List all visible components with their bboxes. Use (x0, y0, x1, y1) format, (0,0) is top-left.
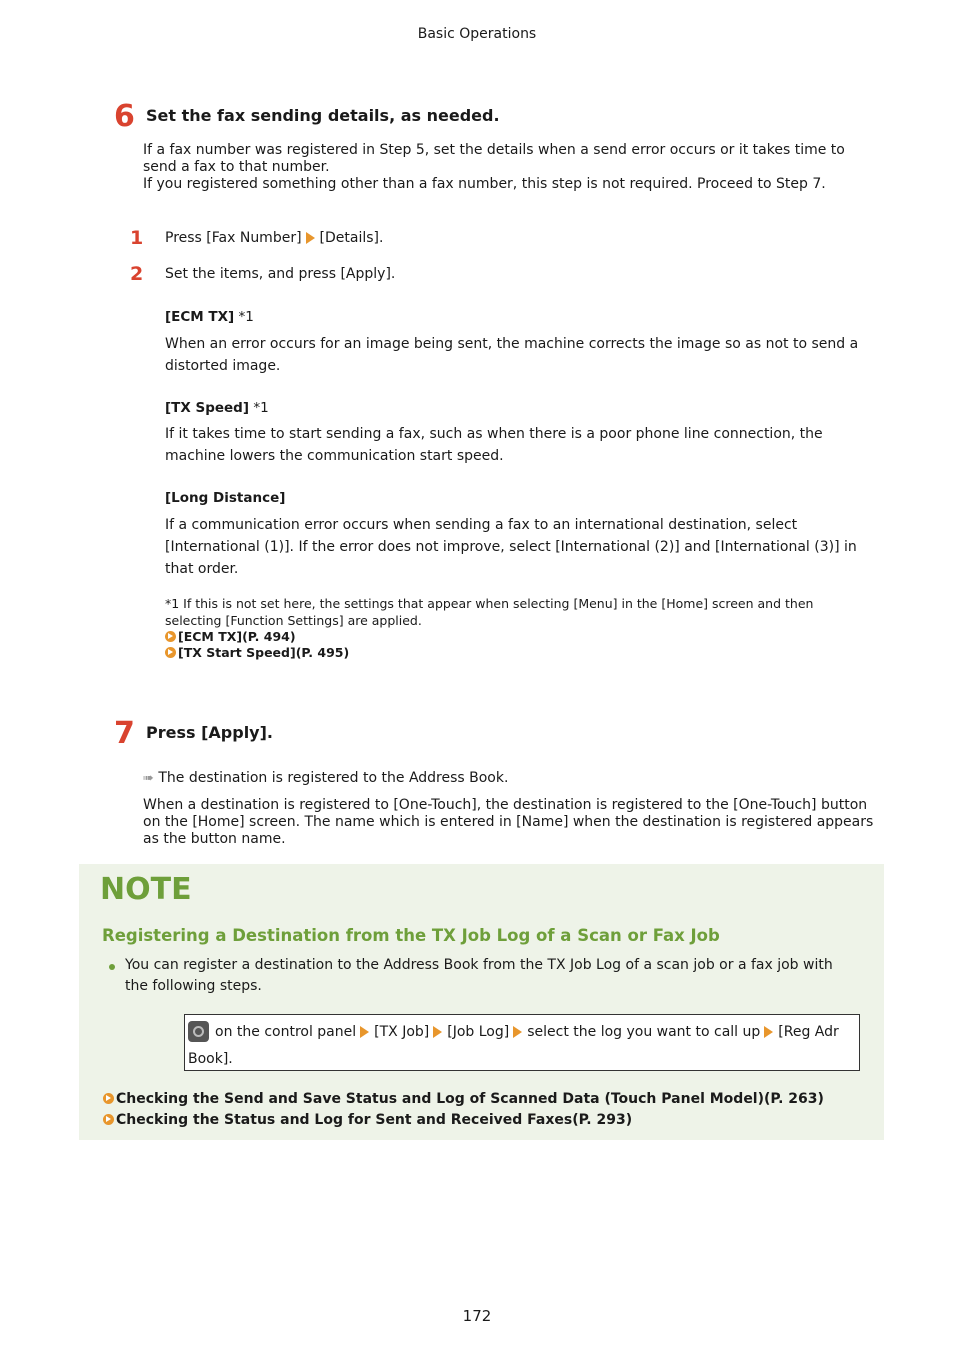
item-tx-speed-heading: [TX Speed] *1 (165, 400, 269, 416)
link-tx-start-speed[interactable]: [TX Start Speed](P. 495) (165, 645, 349, 661)
substep-1-number: 1 (130, 227, 144, 249)
triangle-arrow-icon (513, 1026, 522, 1038)
page-number: 172 (462, 1307, 492, 1325)
triangle-arrow-icon (360, 1026, 369, 1038)
step-6-para-2: If you registered something other than a fax number, this step is not required. Proceed to Step 7. (143, 176, 826, 192)
bullet-icon (109, 964, 115, 970)
step-7-number: 7 (114, 716, 135, 751)
step-7-title: Press [Apply]. (146, 723, 273, 742)
procedure-text: on the control panel [TX Job] [Job Log] select the log you want to call up [Reg Adr Book]. (188, 1019, 848, 1073)
triangle-arrow-icon (433, 1026, 442, 1038)
substep-2-text: Set the items, and press [Apply]. (165, 266, 396, 282)
page-header: Basic Operations (417, 26, 537, 42)
link-fax-status[interactable]: Checking the Status and Log for Sent and Received Faxes(P. 293) (103, 1111, 632, 1129)
footnote: *1 If this is not set here, the settings that appear when selecting [Menu] in the [Home] screen and then selecting [Function Settings] are applied. (165, 596, 814, 628)
step-7-result: ➠ The destination is registered to the Address Book. (143, 770, 509, 786)
substep-2-number: 2 (130, 263, 144, 285)
substep-1-part2: [Details]. (319, 230, 384, 246)
note-heading: NOTE (100, 872, 192, 907)
link-arrow-icon (165, 647, 176, 658)
item-long-distance-heading: [Long Distance] (165, 490, 286, 506)
step-6-title: Set the fax sending details, as needed. (146, 106, 500, 125)
step-6-para-1: If a fax number was registered in Step 5, set the details when a send error occurs or it takes time to send a fax to that number. (143, 142, 845, 175)
link-arrow-icon (165, 631, 176, 642)
item-ecm-tx-body: When an error occurs for an image being sent, the machine corrects the image so as not to send a distorted image. (165, 336, 859, 374)
link-arrow-icon (103, 1093, 114, 1104)
item-ecm-tx-heading: [ECM TX] *1 (165, 309, 254, 325)
substep-1-part1: Press [Fax Number] (165, 230, 302, 246)
step-6-number: 6 (114, 99, 135, 134)
triangle-arrow-icon (764, 1026, 773, 1038)
substep-1-text (165, 230, 383, 246)
home-button-icon (188, 1021, 209, 1042)
link-scanned-data-status[interactable]: Checking the Send and Save Status and Log of Scanned Data (Touch Panel Model)(P. 263) (103, 1090, 824, 1108)
item-long-distance-body: If a communication error occurs when sending a fax to an international destination, select [International (1)]. If the error does not improve, select [International (2)] and [International (3)] in that order. (165, 517, 857, 577)
item-tx-speed-body: If it takes time to start sending a fax, such as when there is a poor phone line connection, the machine lowers the communication start speed. (165, 426, 823, 464)
note-bullet-text: You can register a destination to the Address Book from the TX Job Log of a scan job or a fax job with the following steps. (125, 957, 833, 994)
triangle-arrow-icon (306, 232, 315, 244)
step-6-paragraph (143, 142, 873, 193)
link-ecm-tx[interactable]: [ECM TX](P. 494) (165, 629, 296, 645)
result-arrow-icon: ➠ (143, 771, 154, 786)
link-arrow-icon (103, 1114, 114, 1125)
step-7-paragraph: When a destination is registered to [One-Touch], the destination is registered to the [One-Touch] button on the [Home] screen. The name which is entered in [Name] when the destination is registered appears as the button name. (143, 797, 874, 847)
note-subheading: Registering a Destination from the TX Job Log of a Scan or Fax Job (102, 926, 720, 945)
